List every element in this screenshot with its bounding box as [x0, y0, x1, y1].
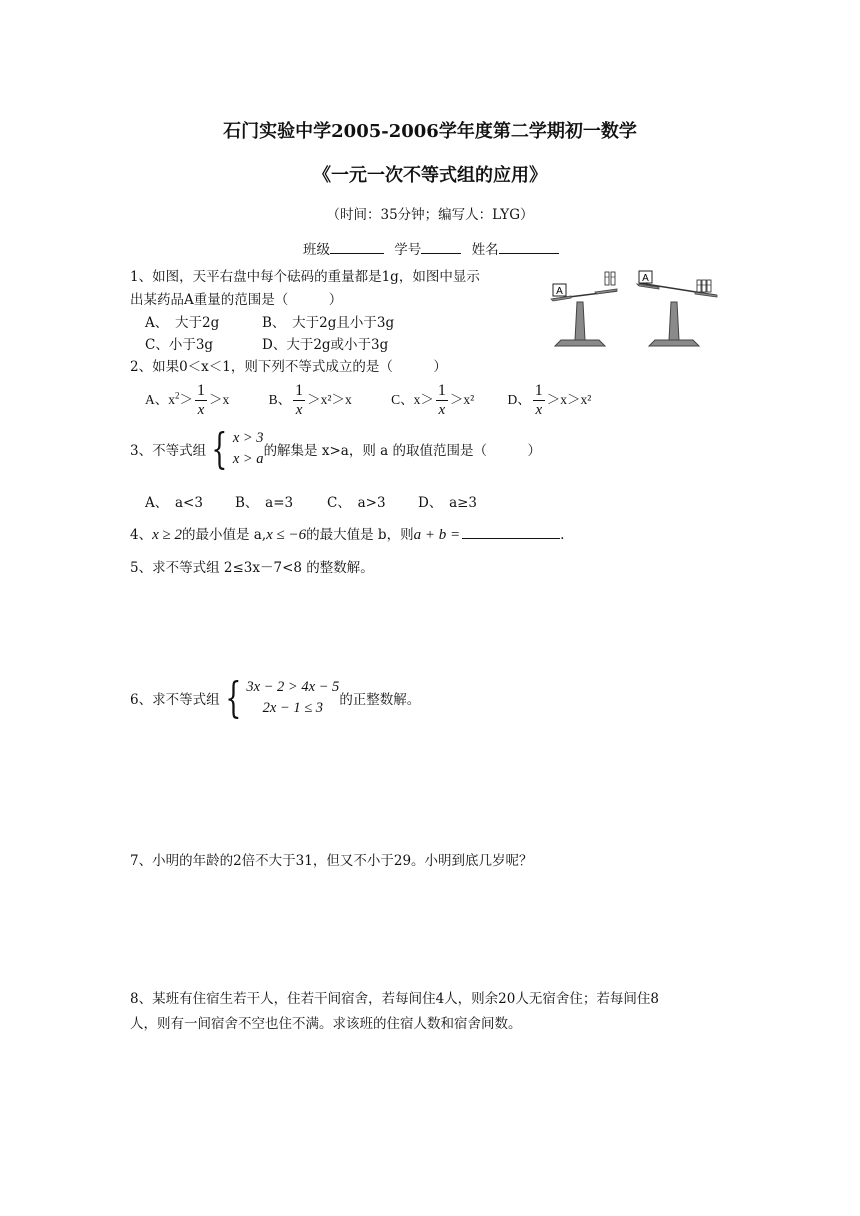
q2-option-c: C、x＞ $\frac{1}{x}$ ＞x² — [391, 381, 475, 418]
q2-option-d: D、 $\frac{1}{x}$ ＞x＞x² — [507, 381, 592, 418]
weight-icon — [697, 280, 701, 292]
q1-option-d: D、大于2g或小于3g — [262, 337, 389, 353]
balance-scales-figure — [545, 264, 725, 350]
page-title: 石门实验中学2005-2006学年度第二学期初一数学 — [223, 121, 637, 142]
q2-option-b: B、 $\frac{1}{x}$ ＞x²＞x — [268, 381, 352, 418]
q1-option-c: C、小于3g — [145, 337, 214, 353]
q3-option-a: A、 a<3 — [145, 495, 203, 511]
q2-option-a: A、$x^2>$ $\frac{1}{x}$ ＞x — [145, 381, 230, 418]
right-drug-label: A — [642, 273, 649, 284]
q6-stem: 6、求不等式组 { 3x − 2 > 4x − 5 2x − 1 ≤ 3 的正整数解。 — [130, 673, 421, 722]
q2-stem: 2、如果0＜x＜1，则下列不等式成立的是（ ） — [130, 359, 447, 375]
q6-system: 3x − 2 > 4x − 5 2x − 1 ≤ 3 — [246, 679, 340, 716]
q3-system: x > 3 x > a — [232, 430, 264, 467]
weight-icon — [605, 272, 609, 285]
name-label: 姓名 — [471, 242, 499, 258]
class-label: 班级 — [303, 242, 330, 258]
number-blank[interactable] — [421, 253, 461, 254]
q3-option-c: C、 a>3 — [327, 495, 386, 511]
left-balance-scale — [551, 272, 617, 346]
name-blank[interactable] — [499, 253, 559, 254]
q8-stem-line1: 8、某班有住宿生若干人，住若干间宿舍，若每间住4人，则余20人无宿舍住；若每间住8 — [130, 991, 659, 1007]
q3-option-d: D、 a≥3 — [418, 495, 478, 511]
q1-option-a: A、 大于2g — [145, 315, 220, 331]
q1-stem-line1: 1、如图，天平右盘中每个砝码的重量都是1g，如图中显示 — [130, 269, 480, 285]
weight-icon — [702, 280, 706, 292]
q2-options-row — [145, 375, 591, 420]
class-blank[interactable] — [330, 253, 384, 254]
q1-option-b: B、 大于2g且小于3g — [262, 315, 395, 331]
q8-stem-line2: 人，则有一间宿舍不空也住不满。求该班的住宿人数和宿舍间数。 — [130, 1016, 522, 1032]
page-subtitle: 《一元一次不等式组的应用》 — [313, 165, 547, 186]
weight-icon — [611, 272, 615, 285]
number-label: 学号 — [394, 242, 422, 258]
weight-icon — [707, 280, 711, 292]
student-info-row — [303, 238, 559, 258]
q3-stem: 3、不等式组 { x > 3 x > a 的解集是 x>a，则 a 的取值范围是（ ） — [130, 424, 541, 473]
q7-stem: 7、小明的年龄的2倍不大于31，但又不小于29。小明到底几岁呢？ — [130, 853, 533, 869]
exam-meta: （时间：35分钟；编写人：LYG） — [326, 207, 534, 223]
q4-stem: 4、x ≥ 2的最小值是 a,x ≤ −6的最大值是 b，则a + b = . — [130, 527, 565, 543]
q3-option-b: B、 a=3 — [235, 495, 294, 511]
q5-stem: 5、求不等式组 2≤3x－7<8 的整数解。 — [130, 560, 374, 576]
q4-answer-blank[interactable] — [462, 538, 560, 539]
left-drug-label: A — [556, 286, 563, 297]
right-balance-scale — [637, 271, 717, 346]
q1-stem-line2: 出某药品A重量的范围是（ ） — [130, 292, 343, 308]
